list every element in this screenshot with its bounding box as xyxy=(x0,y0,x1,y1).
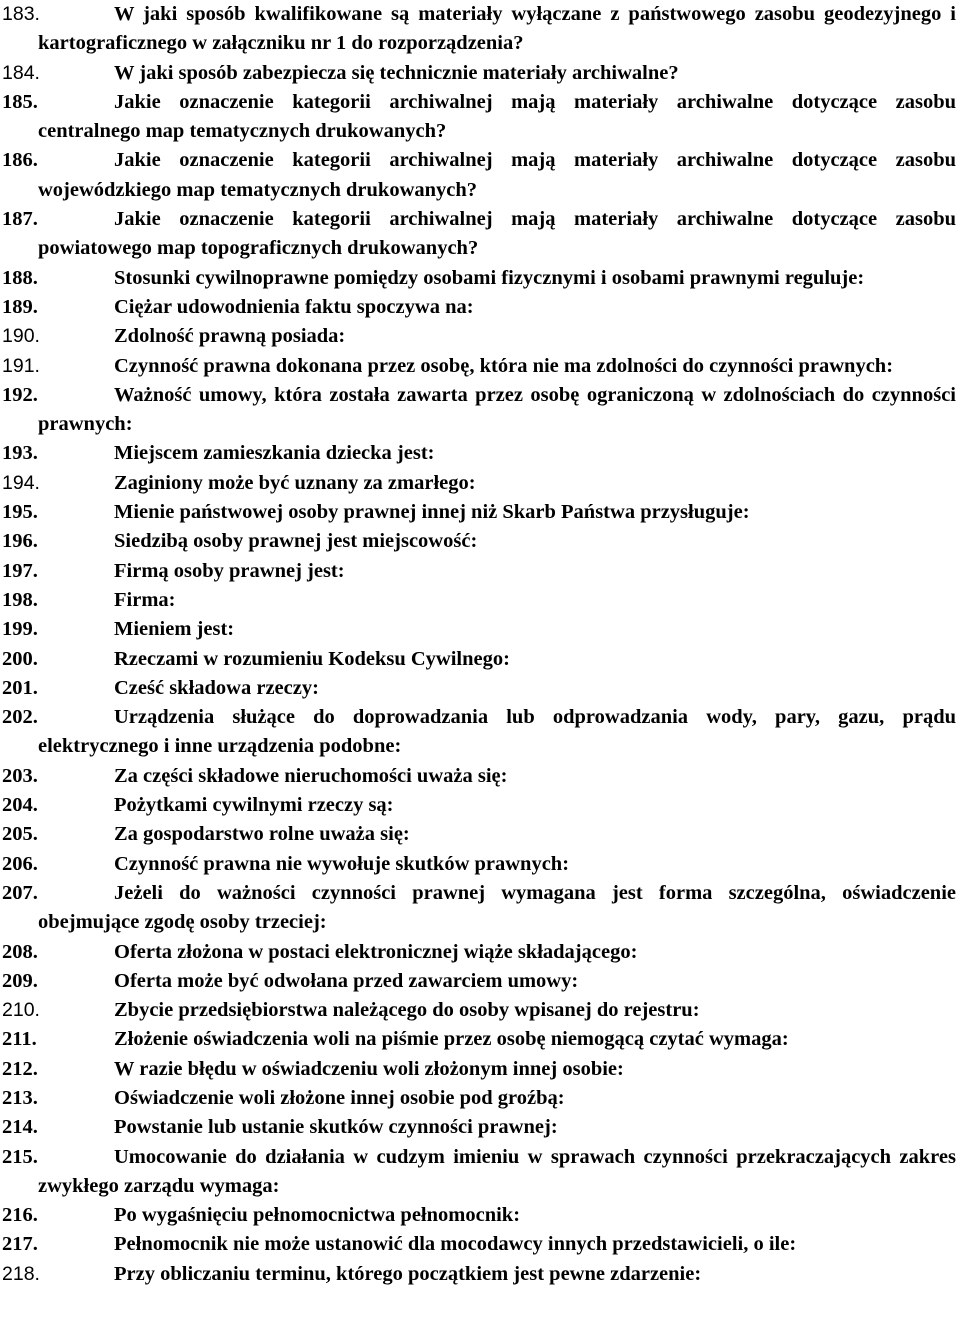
question-number: 218. xyxy=(2,1262,40,1285)
question-item xyxy=(2,1260,956,1289)
question-text: Pełnomocnik nie może ustanowić dla mocodawcy innych przedstawicieli, o ile: xyxy=(114,1233,797,1256)
question-number: 217. xyxy=(2,1233,38,1256)
question-number: 206. xyxy=(2,852,38,875)
question-item xyxy=(2,469,956,498)
question-item xyxy=(2,820,956,849)
question-item xyxy=(2,293,956,322)
question-item xyxy=(2,498,956,527)
question-number: 188. xyxy=(2,266,38,289)
question-text: Oświadczenie woli złożone innej osobie pod groźbą: xyxy=(114,1086,565,1109)
question-number: 207. xyxy=(2,881,38,904)
question-number: 195. xyxy=(2,501,38,524)
question-item xyxy=(2,703,956,762)
question-number: 202. xyxy=(2,706,38,729)
question-text: Pożytkami cywilnymi rzeczy są: xyxy=(114,794,394,817)
question-text: Stosunki cywilnoprawne pomiędzy osobami fizycznymi i osobami prawnymi reguluje: xyxy=(114,266,865,289)
question-text: W jaki sposób kwalifikowane są materiały wyłączane z państwowego zasobu geodezyjnego i kartograficznego w załączniku nr 1 do rozporządzenia? xyxy=(38,3,956,55)
question-item xyxy=(2,996,956,1025)
question-number: 186. xyxy=(2,149,38,172)
question-text: Po wygaśnięciu pełnomocnictwa pełnomocnik: xyxy=(114,1204,521,1227)
question-item xyxy=(2,645,956,674)
question-item xyxy=(2,586,956,615)
question-number: 183. xyxy=(2,3,40,25)
question-item xyxy=(2,791,956,820)
question-item xyxy=(2,850,956,879)
question-number: 187. xyxy=(2,208,38,231)
question-number: 197. xyxy=(2,559,38,582)
question-text: Jakie oznaczenie kategorii archiwalnej mają materiały archiwalne dotyczące zasobu wojewódzkiego map tematycznych drukowanych? xyxy=(38,149,956,201)
question-number: 185. xyxy=(2,90,38,113)
question-text: Jakie oznaczenie kategorii archiwalnej mają materiały archiwalne dotyczące zasobu centralnego map tematycznych drukowanych? xyxy=(38,90,956,143)
question-number: 191. xyxy=(2,354,40,377)
question-text: Umocowanie do działania w cudzym imieniu w sprawach czynności przekraczających zakres zwykłego zarządu wymaga: xyxy=(38,1145,956,1197)
question-item xyxy=(2,264,956,293)
question-item xyxy=(2,557,956,586)
question-number: 212. xyxy=(2,1057,38,1080)
question-number: 196. xyxy=(2,530,38,553)
question-text: Czynność prawna nie wywołuje skutków prawnych: xyxy=(114,852,570,875)
question-text: Firma: xyxy=(114,588,176,611)
question-number: 200. xyxy=(2,647,38,670)
question-number: 215. xyxy=(2,1145,38,1168)
question-number: 189. xyxy=(2,295,38,318)
question-item xyxy=(2,205,956,264)
question-item xyxy=(2,59,956,88)
question-item xyxy=(2,1084,956,1113)
question-item xyxy=(2,0,956,59)
question-text: Zaginiony może być uznany za zmarłego: xyxy=(114,471,476,494)
question-number: 213. xyxy=(2,1086,38,1109)
question-number: 201. xyxy=(2,676,38,699)
question-text: Rzeczami w rozumieniu Kodeksu Cywilnego: xyxy=(114,647,510,670)
question-text: Mienie państwowej osoby prawnej innej niż Skarb Państwa przysługuje: xyxy=(114,501,750,524)
question-number: 205. xyxy=(2,823,38,846)
question-text: Ważność umowy, która została zawarta przez osobę ograniczoną w zdolnościach do czynności prawnych: xyxy=(38,383,956,436)
question-item xyxy=(2,967,956,996)
question-text: Cześć składowa rzeczy: xyxy=(114,676,319,699)
question-item xyxy=(2,146,956,205)
question-text: Siedzibą osoby prawnej jest miejscowość: xyxy=(114,530,478,553)
question-item xyxy=(2,1143,956,1202)
question-item xyxy=(2,88,956,147)
question-text: Firmą osoby prawnej jest: xyxy=(114,559,345,582)
question-number: 203. xyxy=(2,764,38,787)
question-text: Powstanie lub ustanie skutków czynności prawnej: xyxy=(114,1116,558,1139)
question-item xyxy=(2,1025,956,1054)
question-text: Oferta złożona w postaci elektronicznej wiąże składającego: xyxy=(114,940,638,963)
question-text: Urządzenia służące do doprowadzania lub odprowadzania wody, pary, gazu, prądu elektrycznego i inne urządzenia podobne: xyxy=(38,706,956,758)
question-text: W jaki sposób zabezpiecza się technicznie materiały archiwalne? xyxy=(114,61,679,84)
question-item xyxy=(2,439,956,468)
question-number: 192. xyxy=(2,383,38,406)
question-number: 198. xyxy=(2,588,38,611)
question-text: Zdolność prawną posiada: xyxy=(114,325,346,348)
question-number: 209. xyxy=(2,969,38,992)
question-item xyxy=(2,1230,956,1259)
question-number: 199. xyxy=(2,618,38,641)
question-item xyxy=(2,674,956,703)
question-number: 204. xyxy=(2,794,38,817)
question-text: Zbycie przedsiębiorstwa należącego do osoby wpisanej do rejestru: xyxy=(114,999,700,1022)
question-item xyxy=(2,1201,956,1230)
question-text: Czynność prawna dokonana przez osobę, która nie ma zdolności do czynności prawnych: xyxy=(114,354,894,377)
question-item xyxy=(2,615,956,644)
question-number: 210. xyxy=(2,999,40,1022)
question-text: Jakie oznaczenie kategorii archiwalnej mają materiały archiwalne dotyczące zasobu powiatowego map topograficznych drukowanych? xyxy=(38,208,956,260)
question-number: 184. xyxy=(2,61,40,84)
question-item xyxy=(2,527,956,556)
question-number: 208. xyxy=(2,940,38,963)
question-item xyxy=(2,1113,956,1142)
question-number: 190. xyxy=(2,325,40,348)
question-number: 194. xyxy=(2,471,40,494)
question-item xyxy=(2,322,956,351)
question-text: Złożenie oświadczenia woli na piśmie przez osobę niemogącą czytać wymaga: xyxy=(114,1028,789,1051)
question-item xyxy=(2,938,956,967)
question-text: Ciężar udowodnienia faktu spoczywa na: xyxy=(114,295,474,318)
question-number: 211. xyxy=(2,1028,37,1051)
question-text: Oferta może być odwołana przed zawarciem umowy: xyxy=(114,969,579,992)
question-text: Za części składowe nieruchomości uważa się: xyxy=(114,764,508,787)
question-text: Przy obliczaniu terminu, którego początkiem jest pewne zdarzenie: xyxy=(114,1262,702,1285)
question-number: 214. xyxy=(2,1116,38,1139)
question-text: W razie błędu w oświadczeniu woli złożonym innej osobie: xyxy=(114,1057,624,1080)
question-text: Miejscem zamieszkania dziecka jest: xyxy=(114,442,435,465)
question-number: 193. xyxy=(2,442,38,465)
question-item xyxy=(2,1055,956,1084)
question-text: Mieniem jest: xyxy=(114,618,235,641)
question-item xyxy=(2,381,956,440)
question-list xyxy=(2,0,956,1289)
question-item xyxy=(2,762,956,791)
question-text: Jeżeli do ważności czynności prawnej wymagana jest forma szczególna, oświadczenie obejmujące zgodę osoby trzeciej: xyxy=(38,881,956,934)
question-text: Za gospodarstwo rolne uważa się: xyxy=(114,823,410,846)
question-item xyxy=(2,352,956,381)
question-item xyxy=(2,879,956,938)
question-number: 216. xyxy=(2,1204,38,1227)
